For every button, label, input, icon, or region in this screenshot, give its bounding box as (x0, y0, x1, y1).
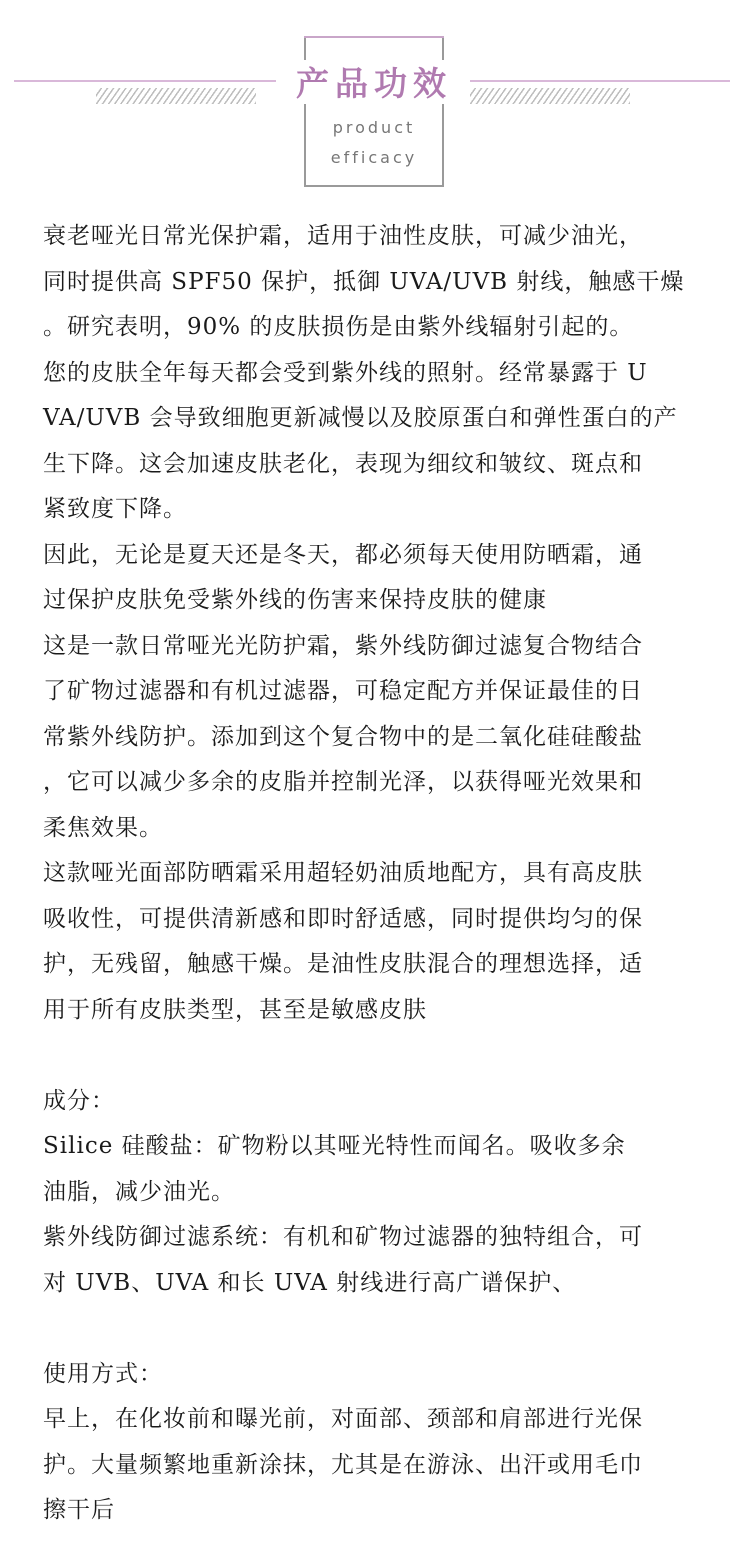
header-hatch-right (470, 88, 630, 104)
text-line: 柔焦效果。 (43, 814, 163, 841)
body-text (43, 214, 713, 1534)
text-line: Silice 硅酸盐：矿物粉以其哑光特性而闻名。吸收多余 (43, 1133, 626, 1159)
text-line: 因此，无论是夏天还是冬天，都必须每天使用防晒霜，通 (43, 541, 643, 568)
header-subtitle-line1: product (332, 118, 416, 137)
text-line: 成分： (43, 1087, 115, 1114)
text-line: 护。大量频繁地重新涂抹，尤其是在游泳、出汗或用毛巾 (43, 1451, 643, 1478)
blank-line (43, 1033, 713, 1079)
header-frame-top (304, 36, 444, 38)
text-line: 过保护皮肤免受紫外线的伤害来保持皮肤的健康 (43, 587, 547, 613)
text-line: 用于所有皮肤类型，甚至是敏感皮肤 (43, 996, 427, 1023)
text-line: 生下降。这会加速皮肤老化，表现为细纹和皱纹、斑点和 (43, 450, 643, 477)
header-title: 产品功效 (296, 64, 452, 103)
header-line-left (14, 80, 276, 82)
text-line: 了矿物过滤器和有机过滤器，可稳定配方并保证最佳的日 (43, 678, 643, 704)
text-line: 同时提供高 SPF50 保护，抵御 UVA/UVB 射线，触感干燥 (43, 268, 685, 295)
header-hatch-left (96, 88, 256, 104)
text-line: 紧致度下降。 (43, 496, 187, 522)
text-line: 紫外线防御过滤系统：有机和矿物过滤器的独特组合，可 (43, 1224, 643, 1250)
text-line: 衰老哑光日常光保护霜，适用于油性皮肤，可减少油光， (43, 223, 643, 249)
text-line: 使用方式： (43, 1360, 163, 1387)
text-line: ，它可以减少多余的皮脂并控制光泽，以获得哑光效果和 (43, 769, 643, 795)
text-line: 吸收性，可提供清新感和即时舒适感，同时提供均匀的保 (43, 905, 643, 932)
text-line: 您的皮肤全年每天都会受到紫外线的照射。经常暴露于 U (43, 359, 648, 386)
text-line: 这款哑光面部防晒霜采用超轻奶油质地配方，具有高皮肤 (43, 860, 643, 886)
text-line: 护，无残留，触感干燥。是油性皮肤混合的理想选择，适 (43, 951, 643, 977)
text-line: 常紫外线防护。添加到这个复合物中的是二氧化硅硅酸盐 (43, 723, 643, 750)
header-line-right (470, 80, 730, 82)
blank-line (43, 1306, 713, 1352)
text-line: 。研究表明，90% 的皮肤损伤是由紫外线辐射引起的。 (43, 314, 634, 340)
header-subtitle-line2: efficacy (330, 148, 418, 167)
section-header (0, 0, 750, 200)
text-line: 对 UVB、UVA 和长 UVA 射线进行高广谱保护、 (43, 1269, 577, 1296)
text-line: 早上，在化妆前和曝光前，对面部、颈部和肩部进行光保 (43, 1406, 643, 1432)
text-line: 擦干后 (43, 1497, 115, 1523)
text-line: 油脂，减少油光。 (43, 1178, 235, 1205)
text-line: 这是一款日常哑光光防护霜，紫外线防御过滤复合物结合 (43, 632, 643, 659)
text-line: VA/UVB 会导致细胞更新减慢以及胶原蛋白和弹性蛋白的产 (43, 405, 678, 431)
